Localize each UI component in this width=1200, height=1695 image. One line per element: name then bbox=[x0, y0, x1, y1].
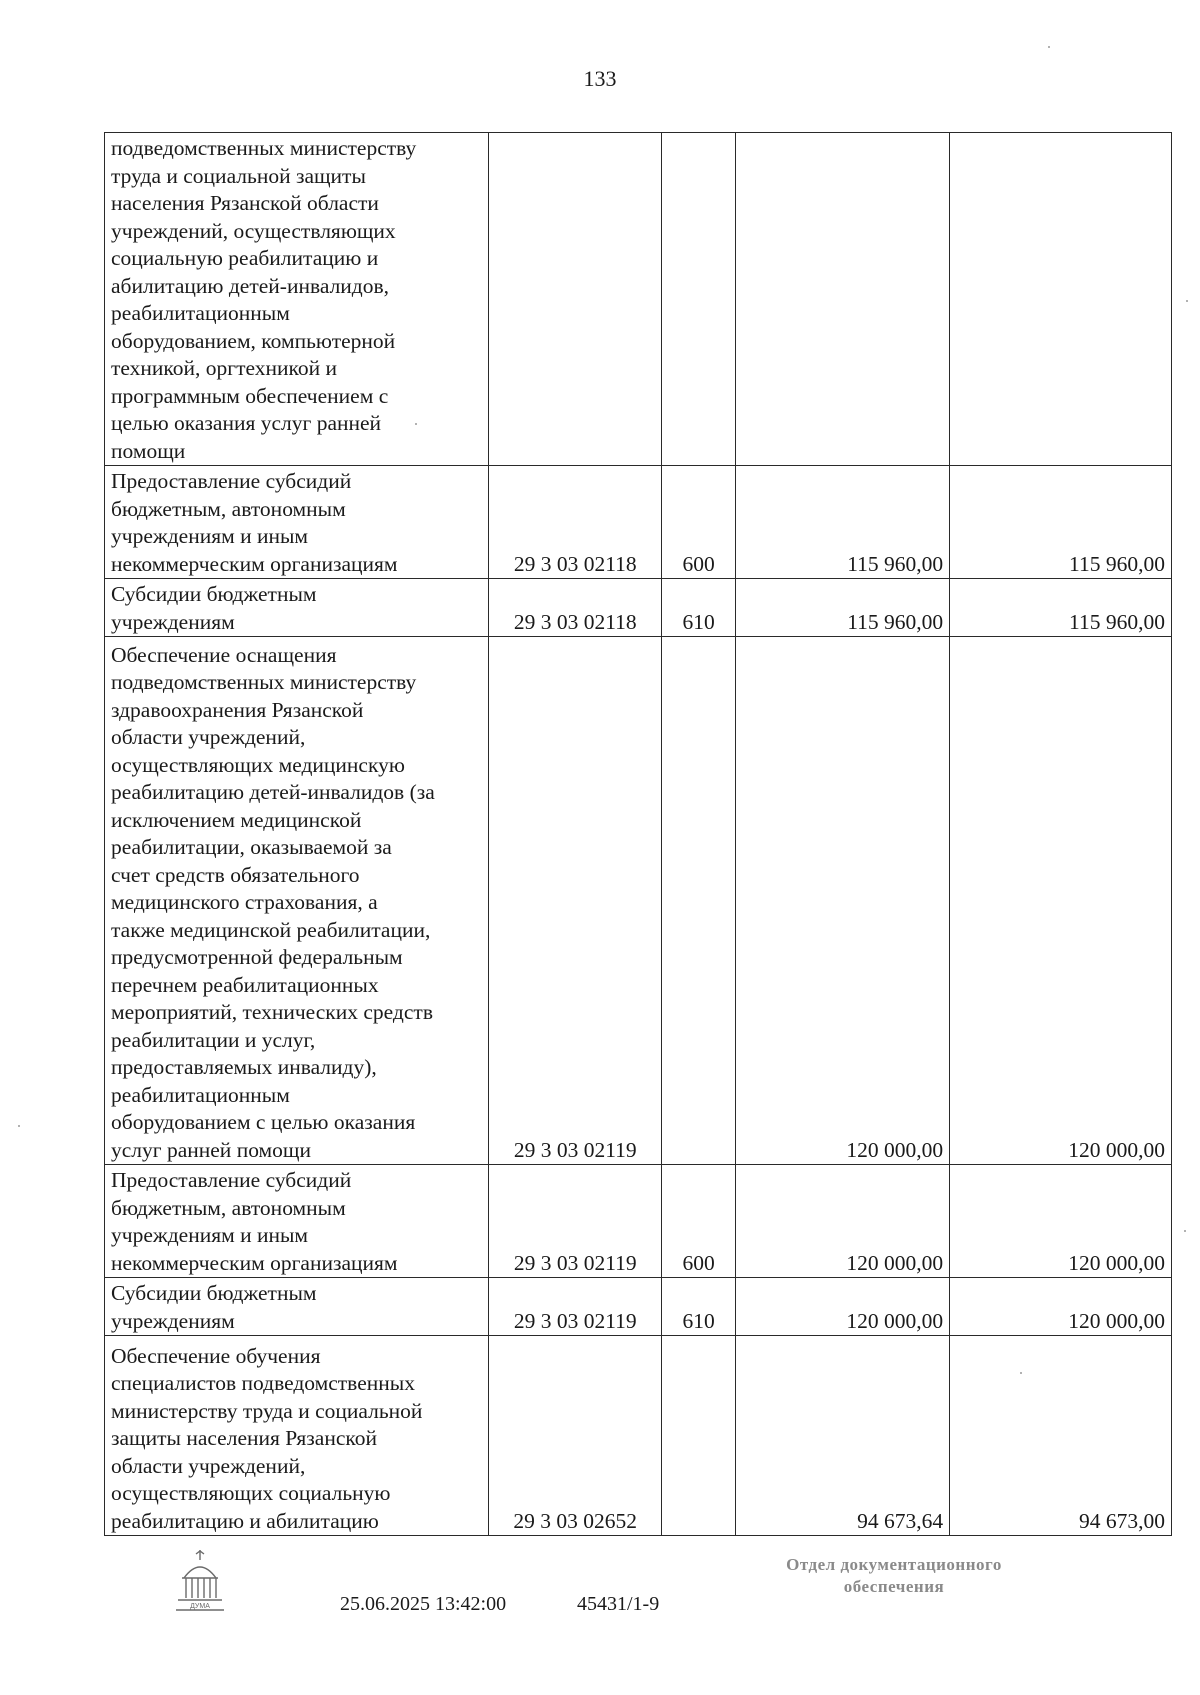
row-sum2-cell: 94 673,00 bbox=[950, 1336, 1172, 1536]
row-sum1-cell bbox=[735, 133, 949, 466]
row-type-cell: 600 bbox=[662, 1165, 736, 1278]
row-type-cell: 610 bbox=[662, 579, 736, 637]
row-sum2-cell: 120 000,00 bbox=[950, 637, 1172, 1165]
row-type-cell: 610 bbox=[662, 1278, 736, 1336]
row-code-cell: 29 3 03 02118 bbox=[489, 579, 662, 637]
stamp-line-2: обеспечения bbox=[843, 1577, 945, 1596]
row-sum2-cell: 120 000,00 bbox=[950, 1278, 1172, 1336]
stamp-line-1: Отдел документационного bbox=[786, 1555, 1002, 1574]
table-row bbox=[105, 579, 1172, 637]
table-row bbox=[105, 637, 1172, 1165]
scan-speck bbox=[1020, 1372, 1022, 1374]
table-row bbox=[105, 1165, 1172, 1278]
scan-speck bbox=[1048, 46, 1050, 48]
svg-text:ДУМА: ДУМА bbox=[190, 1603, 210, 1610]
row-code-cell: 29 3 03 02118 bbox=[489, 466, 662, 579]
row-sum2-cell: 115 960,00 bbox=[950, 579, 1172, 637]
row-sum2-cell bbox=[950, 133, 1172, 466]
footer-document-number: 45431/1-9 bbox=[577, 1593, 660, 1615]
table-row bbox=[105, 466, 1172, 579]
row-sum1-cell: 120 000,00 bbox=[735, 1278, 949, 1336]
scan-speck bbox=[18, 1125, 20, 1127]
scan-speck bbox=[415, 423, 417, 425]
row-name-cell: Предоставление субсидий бюджетным, автономным учреждениям и иным некоммерческим организациям bbox=[105, 1165, 489, 1278]
table-row bbox=[105, 133, 1172, 466]
row-code-cell: 29 3 03 02652 bbox=[489, 1336, 662, 1536]
row-sum1-cell: 94 673,64 bbox=[735, 1336, 949, 1536]
row-name-cell: Предоставление субсидий бюджетным, автономным учреждениям и иным некоммерческим организациям bbox=[105, 466, 489, 579]
row-type-cell bbox=[662, 1336, 736, 1536]
row-sum1-cell: 115 960,00 bbox=[735, 579, 949, 637]
scan-speck bbox=[1186, 300, 1188, 302]
row-type-cell bbox=[662, 133, 736, 466]
footer-date: 25.06.2025 13:42:00 bbox=[340, 1593, 507, 1615]
row-sum1-cell: 120 000,00 bbox=[735, 1165, 949, 1278]
duma-emblem-icon bbox=[170, 1548, 230, 1616]
row-sum2-cell: 115 960,00 bbox=[950, 466, 1172, 579]
table-row bbox=[105, 1278, 1172, 1336]
row-name-cell: Обеспечение оснащения подведомственных министерству здравоохранения Рязанской области учреждений, осуществляющих медицинскую реабилитацию детей-инвалидов (за исключением медицинской реабилитации, оказываемой за счет средств обязательного медицинского страхования, а также медицинской реабилитации, предусмотренной федеральным перечнем реабилитационных мероприятий, технических средств реабилитации и услуг, предоставляемых инвалиду), реабилитационным оборудованием с целью оказания услуг ранней помощи bbox=[105, 637, 489, 1165]
row-sum2-cell: 120 000,00 bbox=[950, 1165, 1172, 1278]
row-name-cell: Обеспечение обучения специалистов подведомственных министерству труда и социальной защиты населения Рязанской области учреждений, осуществляющих социальную реабилитацию и абилитацию bbox=[105, 1336, 489, 1536]
row-code-cell: 29 3 03 02119 bbox=[489, 1278, 662, 1336]
row-name-cell: Субсидии бюджетным учреждениям bbox=[105, 579, 489, 637]
row-code-cell bbox=[489, 133, 662, 466]
scan-speck bbox=[1184, 1230, 1186, 1232]
department-stamp bbox=[744, 1554, 1044, 1598]
budget-table bbox=[104, 132, 1172, 1536]
row-sum1-cell: 120 000,00 bbox=[735, 637, 949, 1165]
row-type-cell: 600 bbox=[662, 466, 736, 579]
table-row bbox=[105, 1336, 1172, 1536]
row-code-cell: 29 3 03 02119 bbox=[489, 1165, 662, 1278]
row-type-cell bbox=[662, 637, 736, 1165]
row-code-cell: 29 3 03 02119 bbox=[489, 637, 662, 1165]
row-name-cell: Субсидии бюджетным учреждениям bbox=[105, 1278, 489, 1336]
page-number: 133 bbox=[583, 66, 617, 91]
row-name-cell: подведомственных министерству труда и социальной защиты населения Рязанской области учреждений, осуществляющих социальную реабилитацию и абилитацию детей-инвалидов, реабилитационным оборудованием, компьютерной техникой, оргтехникой и программным обеспечением с целью оказания услуг ранней помощи bbox=[105, 133, 489, 466]
row-sum1-cell: 115 960,00 bbox=[735, 466, 949, 579]
